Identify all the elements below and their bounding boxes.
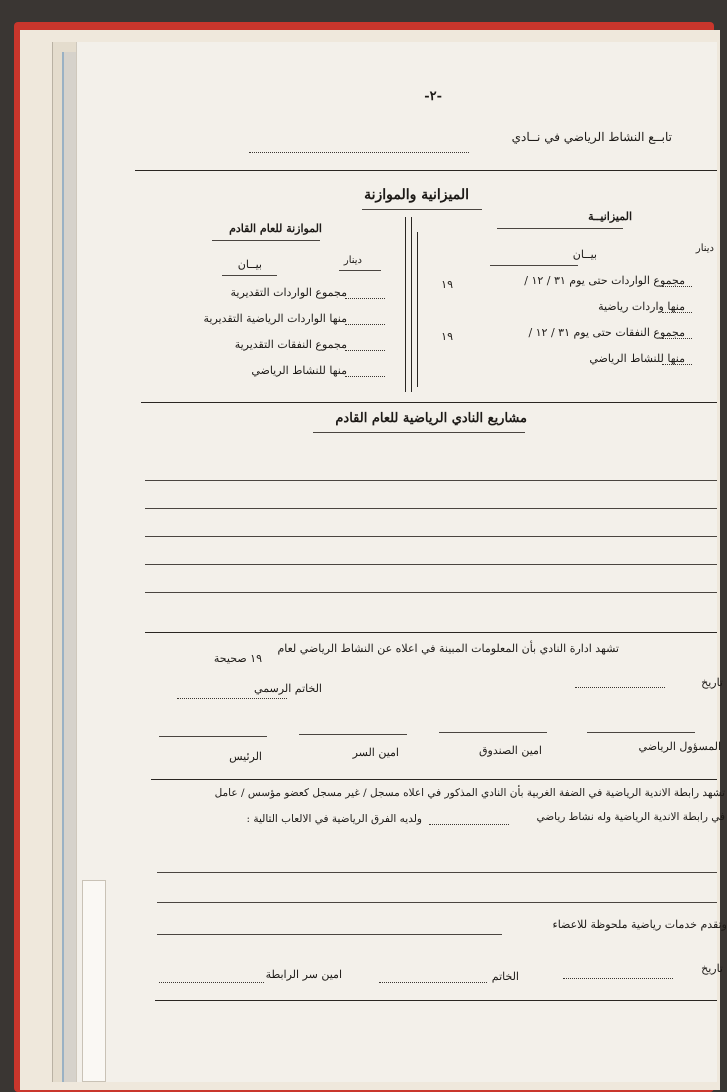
projects-line [145,508,717,509]
budget-title-underline [497,228,623,229]
budget-row: منها واردات رياضية [598,300,685,313]
forecast-amount-field [345,324,385,325]
budget-row: منها للنشاط الرياضي [589,352,685,365]
budget-row-year: ١٩ [441,278,453,291]
forecast-amount-field [345,298,385,299]
games-line [157,872,717,873]
budget-col-statement: بيــان [572,248,597,261]
league-text: تشهد رابطة الاندية الرياضية في الضفة الغربية بأن النادي المذكور في اعلاه مسجل / غير مسجل كعضو مؤسس / عامل [214,787,725,799]
forecast-row: مجموع الواردات التقديرية [230,286,347,299]
forecast-row: منها للنشاط الرياضي [251,364,347,377]
club-name-field [249,152,469,153]
forecast-amount-field [345,350,385,351]
league-date-field [563,978,673,979]
services-line [157,934,502,935]
games-line [157,902,717,903]
section-title: الميزانية والموازنة [364,187,469,203]
league-seal-label: الخاتم [491,970,519,983]
signature-line [159,736,267,737]
divider [135,170,717,171]
page-heading: تابــع النشاط الرياضي في نــادي [511,130,672,144]
signatory-treasurer: امين الصندوق [478,744,542,757]
certification-year: ١٩ صحيحة [213,652,262,665]
forecast-row: منها الواردات الرياضية التقديرية [203,312,347,325]
league-seal-field [379,982,487,983]
budget-row: مجموع الواردات حتى يوم ٣١ / ١٢ / [524,274,685,287]
signature-line [439,732,547,733]
projects-title: مشاريع النادي الرياضية للعام القادم [335,411,527,426]
seal-label: الخاتم الرسمي [254,682,322,695]
budget-amount-field [662,312,692,313]
certification-date-field [575,687,665,688]
budget-title: الميزانيــة [588,210,632,223]
certification-text: تشهد ادارة النادي بأن المعلومات المبينة في اعلاه عن النشاط الرياضي لعام [277,642,619,655]
forecast-col-dinar: دينار [343,255,362,266]
forecast-amount-field [345,376,385,377]
projects-line [145,592,717,593]
divider [145,632,717,633]
budget-row: مجموع النفقات حتى يوم ٣١ / ١٢ / [528,326,685,339]
column-divider [411,217,412,392]
league-date-label: تاريخ [701,962,723,975]
forecast-title: الموازنة للعام القادم [229,222,322,235]
projects-line [145,480,717,481]
col-underline [339,270,381,271]
projects-line [145,536,717,537]
league-secretary-label: امين سر الرابطة [265,968,342,981]
projects-line [145,564,717,565]
column-divider [405,217,406,392]
signature-line [299,734,407,735]
form-page [76,42,727,1082]
certification-date-label: تاريخ [701,676,723,689]
title-underline [313,432,525,433]
budget-col-dinar: دينار [695,243,714,254]
services-label: وتقدم خدمات رياضية ملحوظة للاعضاء [552,918,727,931]
page-number: -٢- [424,89,442,104]
signatory-president: الرئيس [229,750,262,763]
forecast-col-statement: بيــان [237,258,262,271]
budget-row-year: ١٩ [441,330,453,343]
col-underline [222,275,277,276]
budget-amount-field [662,364,692,365]
paper-tab [82,880,106,1082]
league-text: ولديه الفرق الرياضية في الالعاب التالية : [246,813,422,825]
forecast-row: مجموع النفقات التقديرية [234,338,347,351]
league-text: في رابطة الاندية الرياضية وله نشاط رياضي [536,811,725,823]
league-secretary-field [159,982,264,983]
signatory-sports-officer: المسؤول الرياضي [638,740,721,753]
column-divider [417,232,418,387]
col-underline [490,265,578,266]
divider [155,1000,717,1001]
divider [151,779,717,780]
title-underline [362,209,482,210]
budget-amount-field [662,338,692,339]
signatory-secretary: امين السر [352,746,399,759]
signature-line [587,732,695,733]
divider [141,402,717,403]
league-activity-field [429,824,509,825]
seal-field [177,698,287,699]
budget-amount-field [662,286,692,287]
forecast-title-underline [212,240,320,241]
